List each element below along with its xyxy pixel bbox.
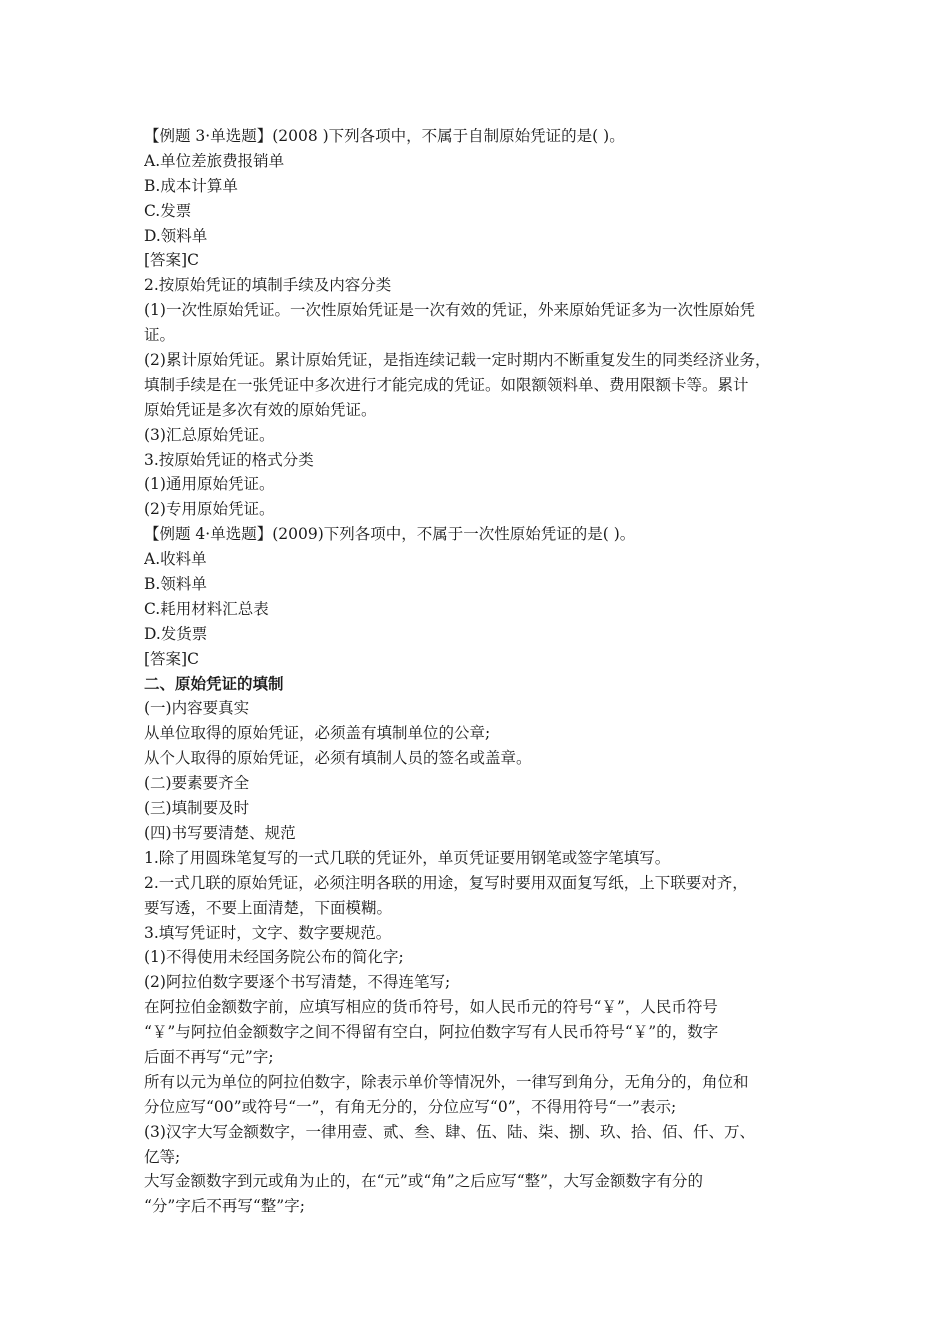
text-line: 分位应写“00”或符号“一”，有角无分的，分位应写“0”，不得用符号“一”表示; [144, 1097, 677, 1116]
text-line: (2)阿拉伯数字要逐个书写清楚，不得连笔写; [144, 973, 451, 992]
text-line: 原始凭证是多次有效的原始凭证。 [144, 400, 377, 419]
text-line: 【例题 3·单选题】(2008 )下列各项中，不属于自制原始凭证的是( )。 [144, 127, 625, 145]
text-line: 填制手续是在一张凭证中多次进行才能完成的凭证。如限额领料单、费用限额卡等。累计 [144, 375, 749, 394]
text-line: [答案]C [144, 649, 199, 668]
text-line: C.发票 [144, 201, 192, 220]
text-line: A.收料单 [144, 550, 207, 569]
document-body [144, 124, 812, 1219]
text-line: 2.按原始凭证的填制手续及内容分类 [144, 276, 392, 295]
text-line: (1)通用原始凭证。 [144, 475, 275, 494]
text-line: (1)不得使用未经国务院公布的简化字; [144, 948, 404, 967]
text-line: (2)专用原始凭证。 [144, 500, 275, 519]
text-line: (2)累计原始凭证。累计原始凭证，是指连续记载一定时期内不断重复发生的同类经济业务， [144, 351, 771, 370]
text-line: (3)汉字大写金额数字，一律用壹、贰、叁、肆、伍、陆、柒、捌、玖、拾、佰、仟、万、 [144, 1122, 755, 1141]
section-heading: 二、原始凭证的填制 [144, 673, 284, 693]
text-line: (二)要素要齐全 [144, 774, 250, 793]
text-line: [答案]C [144, 251, 199, 270]
text-line: 从单位取得的原始凭证，必须盖有填制单位的公章; [144, 724, 491, 743]
text-line: C.耗用材料汇总表 [144, 599, 269, 618]
text-line: 1.除了用圆珠笔复写的一式几联的凭证外，单页凭证要用钢笔或签字笔填写。 [144, 848, 671, 867]
text-line: “￥”与阿拉伯金额数字之间不得留有空白，阿拉伯数字写有人民币符号“￥”的，数字 [144, 1023, 719, 1042]
text-line: (3)汇总原始凭证。 [144, 425, 275, 444]
text-line: 在阿拉伯金额数字前，应填写相应的货币符号，如人民币元的符号“￥”，人民币符号 [144, 998, 718, 1017]
text-line: 证。 [144, 326, 176, 345]
text-line: 3.按原始凭证的格式分类 [144, 450, 314, 469]
text-line: 后面不再写“元”字; [144, 1047, 274, 1066]
text-line: (1)一次性原始凭证。一次性原始凭证是一次有效的凭证，外来原始凭证多为一次性原始凭 [144, 301, 755, 320]
text-line: “分”字后不再写“整”字; [144, 1197, 305, 1216]
text-line: 【例题 4·单选题】(2009)下列各项中，不属于一次性原始凭证的是( )。 [144, 525, 636, 544]
text-line: D.发货票 [144, 624, 208, 643]
text-line: A.单位差旅费报销单 [144, 151, 285, 170]
text-line: 所有以元为单位的阿拉伯数字，除表示单价等情况外，一律写到角分，无角分的，角位和 [144, 1072, 749, 1091]
text-line: 大写金额数字到元或角为止的，在“元”或“角”之后应写“整”，大写金额数字有分的 [144, 1172, 704, 1191]
text-line: 2.一式几联的原始凭证，必须注明各联的用途，复写时要用双面复写纸，上下联要对齐， [144, 873, 748, 892]
text-line: 从个人取得的原始凭证，必须有填制人员的签名或盖章。 [144, 749, 532, 768]
text-line: D.领料单 [144, 226, 208, 245]
text-line: 亿等; [144, 1147, 181, 1166]
text-line: (一)内容要真实 [144, 699, 250, 718]
text-line: 要写透，不要上面清楚，下面模糊。 [144, 898, 393, 917]
text-line: B.成本计算单 [144, 176, 238, 195]
text-line: B.领料单 [144, 575, 207, 594]
text-line: 3.填写凭证时，文字、数字要规范。 [144, 923, 392, 942]
text-line: (四)书写要清楚、规范 [144, 823, 296, 842]
text-line: (三)填制要及时 [144, 799, 250, 818]
